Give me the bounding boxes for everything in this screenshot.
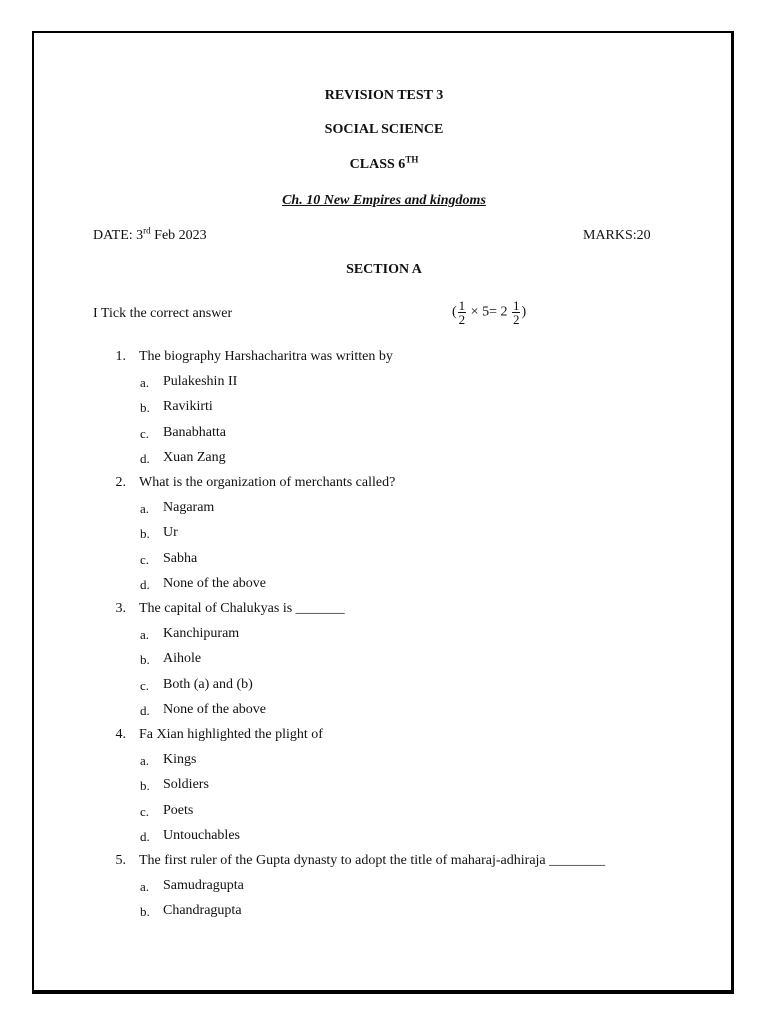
answer-option[interactable]: Kanchipuram <box>163 626 240 642</box>
answer-option[interactable]: None of the above <box>163 701 267 717</box>
answer-option[interactable]: None of the above <box>163 575 267 591</box>
option-letter: a. <box>140 753 150 769</box>
answer-option[interactable]: Aihole <box>163 651 202 667</box>
answer-option[interactable]: Poets <box>163 802 194 818</box>
answer-option[interactable]: Chandragupta <box>163 903 242 919</box>
answer-option[interactable]: Nagaram <box>163 500 215 516</box>
answer-option[interactable]: Banabhatta <box>163 424 226 440</box>
answer-option[interactable]: Kings <box>163 752 197 768</box>
option-letter: b. <box>140 526 150 542</box>
page-border <box>32 31 734 994</box>
option-letter: a. <box>140 627 150 643</box>
answer-option[interactable]: Sabha <box>163 550 198 566</box>
question-text: The capital of Chalukyas is _______ <box>139 601 345 616</box>
question-text: Fa Xian highlighted the plight of <box>139 727 323 742</box>
option-letter: c. <box>140 425 150 441</box>
question-number: 4. <box>115 727 126 742</box>
question-text: The first ruler of the Gupta dynasty to adopt the title of maharaj-adhiraja ________ <box>139 853 606 868</box>
option-letter: d. <box>140 576 150 592</box>
total-marks: MARKS:20 <box>583 228 651 243</box>
question-number: 5. <box>115 853 126 868</box>
subject-title: SOCIAL SCIENCE <box>324 122 444 137</box>
test-title: REVISION TEST 3 <box>324 88 444 103</box>
question-text: What is the organization of merchants called? <box>139 475 396 490</box>
option-letter: c. <box>140 677 150 693</box>
question-number: 1. <box>115 349 126 364</box>
option-letter: b. <box>140 652 150 668</box>
answer-option[interactable]: Soldiers <box>163 777 209 793</box>
answer-option[interactable]: Untouchables <box>163 827 240 843</box>
answer-option[interactable]: Pulakeshin II <box>163 374 238 390</box>
option-letter: a. <box>140 501 150 517</box>
test-date: DATE: 3rd Feb 2023 <box>93 225 207 243</box>
option-letter: d. <box>140 702 150 718</box>
question-number: 2. <box>115 475 126 490</box>
option-letter: d. <box>140 450 150 466</box>
option-letter: b. <box>140 400 150 416</box>
option-letter: a. <box>140 375 150 391</box>
question-text: The biography Harshacharitra was written by <box>139 349 393 364</box>
option-letter: b. <box>140 778 150 794</box>
option-letter: b. <box>140 904 150 920</box>
option-letter: c. <box>140 803 150 819</box>
answer-option[interactable]: Both (a) and (b) <box>163 676 253 692</box>
option-letter: a. <box>140 879 150 895</box>
answer-option[interactable]: Ur <box>163 525 178 541</box>
answer-option[interactable]: Ravikirti <box>163 399 213 415</box>
option-letter: c. <box>140 551 150 567</box>
answer-option[interactable]: Xuan Zang <box>163 449 226 465</box>
option-letter: d. <box>140 828 150 844</box>
question-number: 3. <box>115 601 126 616</box>
answer-option[interactable]: Samudragupta <box>163 878 244 894</box>
instruction-marks: ( $\frac{1}{2}$ × 5= 2 $\frac{1}{2}$ ) <box>452 298 527 327</box>
chapter-title: Ch. 10 New Empires and kingdoms <box>282 193 486 208</box>
fraction-half-2: $\frac{1}{2}$ <box>512 298 520 327</box>
class-label: CLASS 6TH <box>349 154 419 172</box>
fraction-half: $\frac{1}{2}$ <box>458 298 466 327</box>
section-heading: SECTION A <box>346 262 422 277</box>
instruction-text: I Tick the correct answer <box>93 306 233 321</box>
